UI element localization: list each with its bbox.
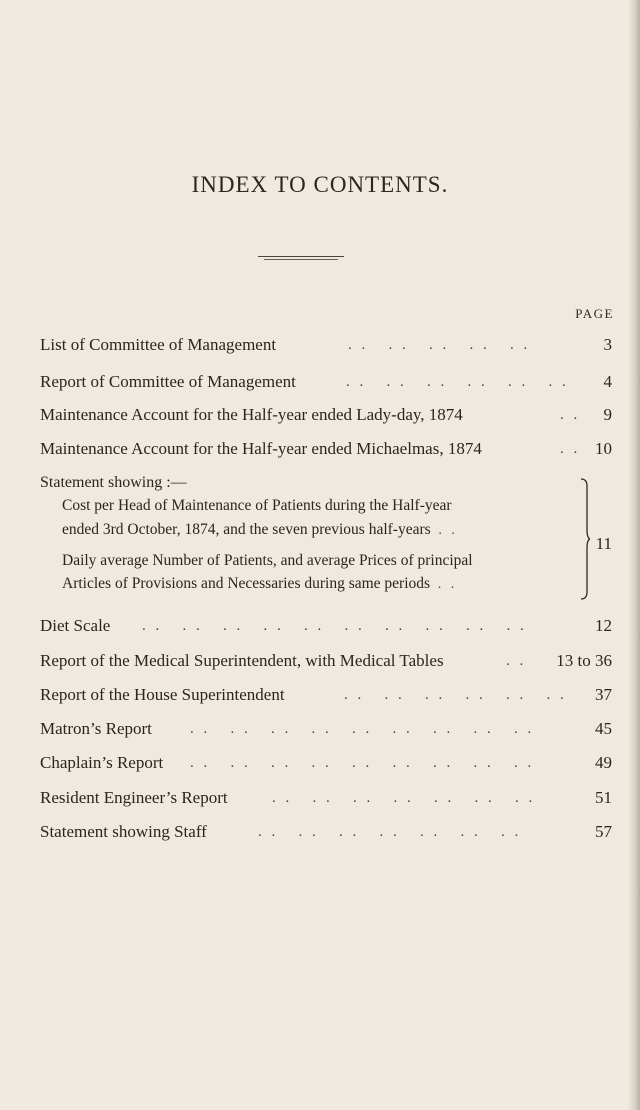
leader-dots: . . . . . . . . . . bbox=[348, 337, 531, 353]
toc-entry-page: 49 bbox=[595, 753, 612, 772]
toc-entry-statement-staff bbox=[40, 819, 612, 845]
index-title: INDEX TO CONTENTS. bbox=[191, 172, 449, 197]
toc-entry-maintenance-lady-day bbox=[40, 402, 612, 428]
statement-page: 11 bbox=[595, 534, 612, 553]
toc-entry-text: Maintenance Account for the Half-year ended Michaelmas, 1874 bbox=[40, 439, 482, 458]
statement-heading: Statement showing :— bbox=[40, 474, 187, 491]
toc-entry-page: 9 bbox=[603, 405, 612, 424]
toc-entry-page: 45 bbox=[595, 719, 612, 738]
leader-dots: . . . . . . . . . . . . . . bbox=[258, 824, 522, 840]
toc-entry-text: Matron’s Report bbox=[40, 719, 152, 738]
toc-entry-diet-scale bbox=[40, 613, 612, 639]
statement-line-text: ended 3rd October, 1874, and the seven previous half-years bbox=[62, 521, 431, 538]
toc-entry-page: 10 bbox=[595, 439, 612, 458]
leader-dots: . . . . . . . . . . . . bbox=[346, 374, 569, 390]
toc-entry-text: Resident Engineer’s Report bbox=[40, 788, 228, 807]
toc-entry-chaplain-report bbox=[40, 750, 612, 776]
toc-entry-engineer-report bbox=[40, 785, 612, 811]
toc-entry-text: Statement showing Staff bbox=[40, 822, 207, 841]
toc-entry-committee-report bbox=[40, 369, 612, 395]
toc-entry-committee-list bbox=[40, 332, 612, 358]
toc-entry-text: Chaplain’s Report bbox=[40, 753, 164, 772]
page-column-label: PAGE bbox=[575, 306, 614, 321]
toc-entry-page: 13 to 36 bbox=[556, 651, 612, 670]
statement-line-1: Cost per Head of Maintenance of Patients during the Half-year bbox=[62, 497, 452, 514]
leader-dots: . . . . . . . . . . . . . . bbox=[272, 790, 536, 806]
leader-dots: . . . . . . . . . . . . . . . . . . . . bbox=[142, 618, 527, 634]
toc-entry-text: Report of the House Superintendent bbox=[40, 685, 285, 704]
title-rule bbox=[258, 256, 344, 257]
leader-dots: . . bbox=[437, 577, 458, 592]
page-edge bbox=[628, 0, 640, 1110]
toc-entry-medical-superintendent bbox=[40, 648, 612, 674]
toc-entry-text: Maintenance Account for the Half-year ended Lady-day, 1874 bbox=[40, 405, 463, 424]
leader-dots: . . . . . . . . . . . . . . . . . . bbox=[190, 755, 535, 771]
toc-entry-text: Diet Scale bbox=[40, 616, 111, 635]
toc-entry-text: List of Committee of Management bbox=[40, 335, 277, 354]
leader-dots: . . . . . . . . . . . . bbox=[344, 687, 567, 703]
toc-entry-page: 3 bbox=[603, 335, 612, 354]
leader-dots: . . bbox=[560, 441, 581, 457]
statement-line-2 bbox=[62, 518, 458, 543]
statement-line-3: Daily average Number of Patients, and average Prices of principal bbox=[62, 552, 473, 569]
toc-entry-house-superintendent bbox=[40, 682, 612, 708]
leader-dots: . . . . . . . . . . . . . . . . . . bbox=[190, 721, 535, 737]
right-brace bbox=[580, 478, 590, 600]
toc-entry-page: 37 bbox=[595, 685, 612, 704]
toc-entry-maintenance-michaelmas bbox=[40, 436, 612, 462]
toc-entry-text: Report of the Medical Superintendent, with Medical Tables bbox=[40, 651, 444, 670]
leader-dots: . . bbox=[560, 407, 581, 423]
toc-entry-page: 57 bbox=[595, 822, 612, 841]
toc-entry-matron-report bbox=[40, 716, 612, 742]
statement-line-4 bbox=[62, 572, 457, 597]
leader-dots: . . bbox=[506, 653, 527, 669]
statement-line-text: Articles of Provisions and Necessaries during same periods bbox=[62, 575, 431, 592]
toc-entry-page: 51 bbox=[595, 788, 612, 807]
toc-entry-page: 4 bbox=[603, 372, 612, 391]
toc-entry-text: Report of Committee of Management bbox=[40, 372, 296, 391]
leader-dots: . . bbox=[438, 523, 458, 538]
toc-entry-page: 12 bbox=[595, 616, 612, 635]
